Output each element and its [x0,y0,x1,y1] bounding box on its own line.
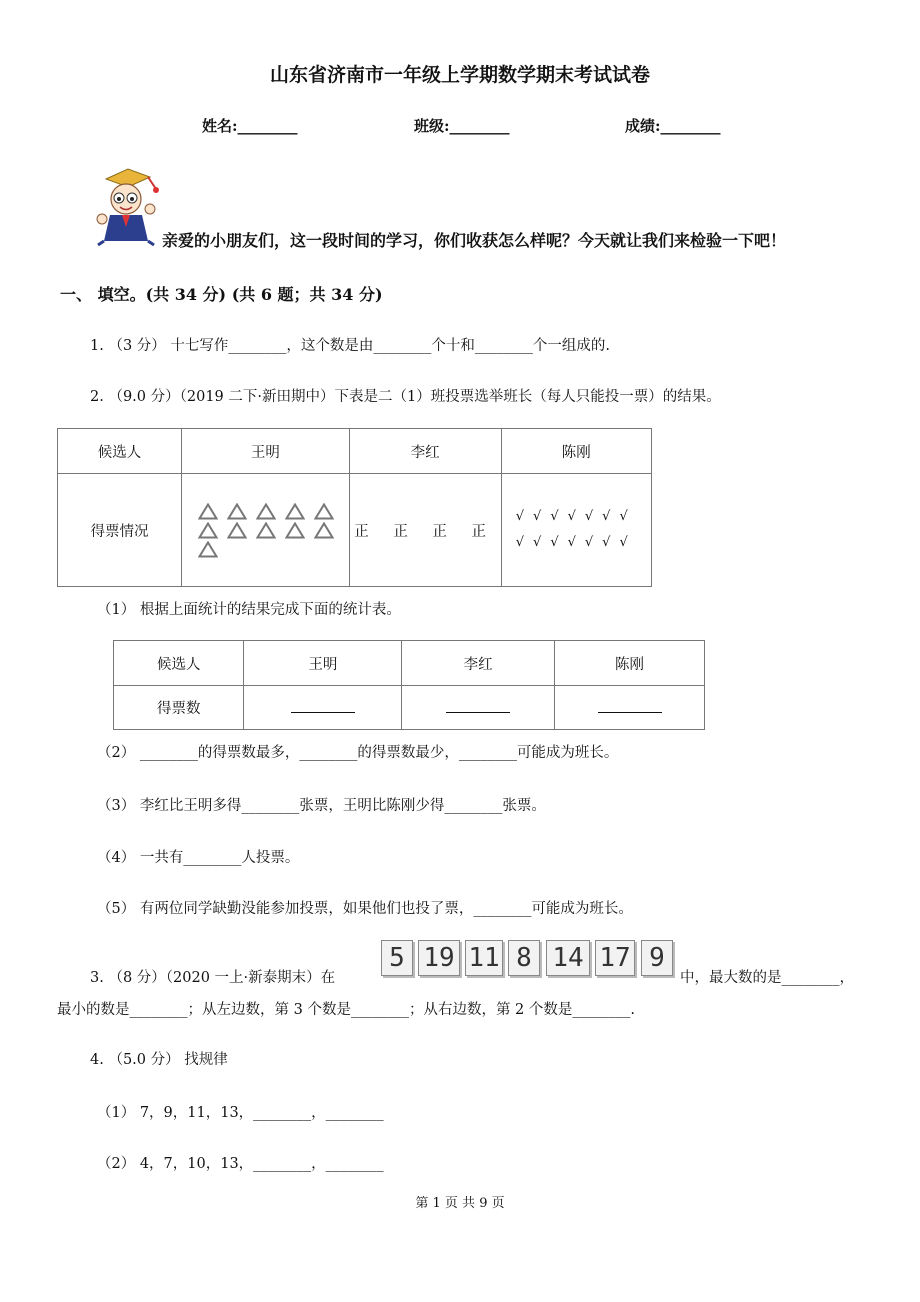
tick-row-1: √√√√√√√ [515,509,637,524]
name-blank: ________ [237,117,298,135]
question-4-sub-1: （1） 7，9，11，13，________，________ [97,1105,384,1121]
number-card: 14 [546,940,590,976]
question-2-sub-3: （3） 李红比王明多得________张票，王明比陈刚少得________张票。 [97,798,546,814]
chengang-count-cell[interactable] [555,686,705,730]
name-field [202,115,298,136]
triangle-mark [285,522,305,539]
header-candidate: 候选人 [114,641,244,686]
class-label: 班级: [414,117,450,135]
question-2: 2. （9.0 分）（2019 二下·新田期中）下表是二（1）班投票选举班长（每人只能投一票）的结果。 [90,389,721,405]
answer-blank[interactable] [291,698,355,713]
triangle-mark [227,503,247,520]
vote-tally-table [57,428,652,587]
number-card: 5 [381,940,413,976]
header-candidate: 候选人 [58,429,182,474]
exam-title: 山东省济南市一年级上学期数学期末考试试卷 [269,64,650,86]
triangle-mark [314,522,334,539]
answer-blank[interactable] [598,698,662,713]
wangming-count-cell[interactable] [244,686,402,730]
question-2-sub-4: （4） 一共有________人投票。 [97,850,300,866]
page-footer: 第 1 页 共 9 页 [415,1196,505,1211]
triangle-mark [198,503,218,520]
score-blank: ________ [660,117,721,135]
score-field [625,115,721,136]
question-1: 1. （3 分） 十七写作________，这个数是由________个十和________个一组成的. [90,338,610,354]
triangle-mark [285,503,305,520]
lihong-count-cell[interactable] [402,686,555,730]
question-4: 4. （5.0 分） 找规律 [90,1052,228,1068]
header-lihong: 李红 [349,429,501,474]
tick-row-2: √√√√√√√ [515,535,637,550]
number-card: 11 [465,940,503,976]
class-blank: ________ [449,117,510,135]
triangle-mark [227,522,247,539]
header-chengang: 陈刚 [555,641,705,686]
mascot-illustration [92,165,164,247]
triangle-mark [314,503,334,520]
section-heading: 一、 填空。(共 34 分) (共 6 题；共 34 分) [60,285,383,304]
header-wangming: 王明 [244,641,402,686]
header-chengang: 陈刚 [501,429,652,474]
header-wangming: 王明 [182,429,350,474]
number-card: 17 [595,940,635,976]
question-3-line-2: 最小的数是________；从左边数，第 3 个数是________；从右边数，第 2 个数是________. [57,1002,635,1018]
question-3-tail: 中，最大数的是________， [680,970,854,986]
question-3: 3. （8 分）（2020 一上·新泰期末）在 [90,970,336,986]
row-label-count: 得票数 [114,686,244,730]
vote-count-table [113,640,705,730]
header-lihong: 李红 [402,641,555,686]
triangle-mark [198,522,218,539]
number-card: 8 [508,940,540,976]
question-4-sub-2: （2） 4，7，10，13，________，________ [97,1156,384,1172]
greeting-text: 亲爱的小朋友们，这一段时间的学习，你们收获怎么样呢？今天就让我们来检验一下吧！ [162,231,787,250]
class-field [414,115,510,136]
triangle-mark [198,541,218,558]
question-2-sub-2: （2） ________的得票数最多，________的得票数最少，________可能成为班长。 [97,745,619,761]
score-label: 成绩: [625,117,661,135]
triangle-mark [256,522,276,539]
question-2-sub-5: （5） 有两位同学缺勤没能参加投票，如果他们也投了票，________可能成为班长。 [97,901,633,917]
row-label-tally: 得票情况 [58,474,182,587]
lihong-tally-marks: 正 正 正 正 [349,474,501,587]
name-label: 姓名: [202,117,238,135]
number-card: 19 [418,940,460,976]
answer-blank[interactable] [446,698,510,713]
question-2-sub-1: （1） 根据上面统计的结果完成下面的统计表。 [97,602,401,618]
number-card: 9 [641,940,673,976]
chengang-ticks [501,474,652,587]
wangming-triangles [182,474,350,587]
triangle-mark [256,503,276,520]
